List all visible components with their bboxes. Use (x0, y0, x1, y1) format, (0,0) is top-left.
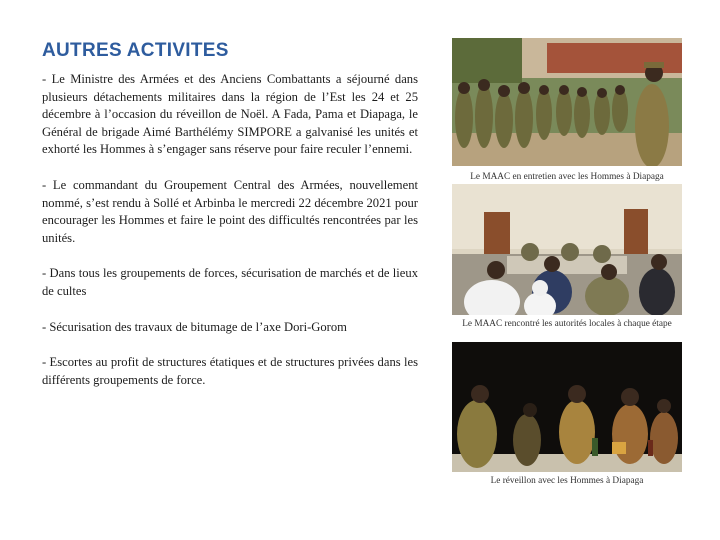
paragraph-markets-security: - Dans tous les groupements de forces, sécurisation de marchés et de lieux de cultes (42, 266, 418, 298)
photo-caption: Le MAAC en entretien avec les Hommes à Diapaga (470, 172, 664, 182)
paragraph-commander-visit: - Le commandant du Groupement Central des Armées, nouvellement nommé, s’est rendu à Sollé et Arbinba le mercredi 22 décembre 2021 pour encourager les Hommes et faire le point des difficultés rencontrées par les unités. (42, 177, 418, 245)
photo-caption: Le MAAC rencontré les autorités locales à chaque étape (462, 319, 672, 329)
photo-local-authorities (452, 184, 682, 315)
paragraph-minister-visit: - Le Ministre des Armées et des Anciens Combattants a séjourné dans plusieurs détachements militaires dans la région de l’Est les 24 et 25 décembre à l’occasion du réveillon de Noël. A Fada, Pama et Diapaga, le Général de brigade Aimé Barthélémy SIMPORE a galvanisé les unités et exhorté les Hommes à s’engager sans réserve pour faire reculer l’ennemi. (42, 72, 418, 157)
paragraph-road-security: - Sécurisation des travaux de bitumage de l’axe Dori-Gorom (42, 319, 347, 334)
photo-diapaga-meeting (452, 38, 682, 166)
photo-caption: Le réveillon avec les Hommes à Diapaga (490, 476, 644, 486)
section-title: AUTRES ACTIVITES (42, 40, 229, 61)
paragraph-escorts: - Escortes au profit de structures étatiques et de structures privées dans les différents groupements de force. (42, 355, 418, 387)
text-column (42, 71, 418, 407)
photo-reveillon (452, 342, 682, 472)
